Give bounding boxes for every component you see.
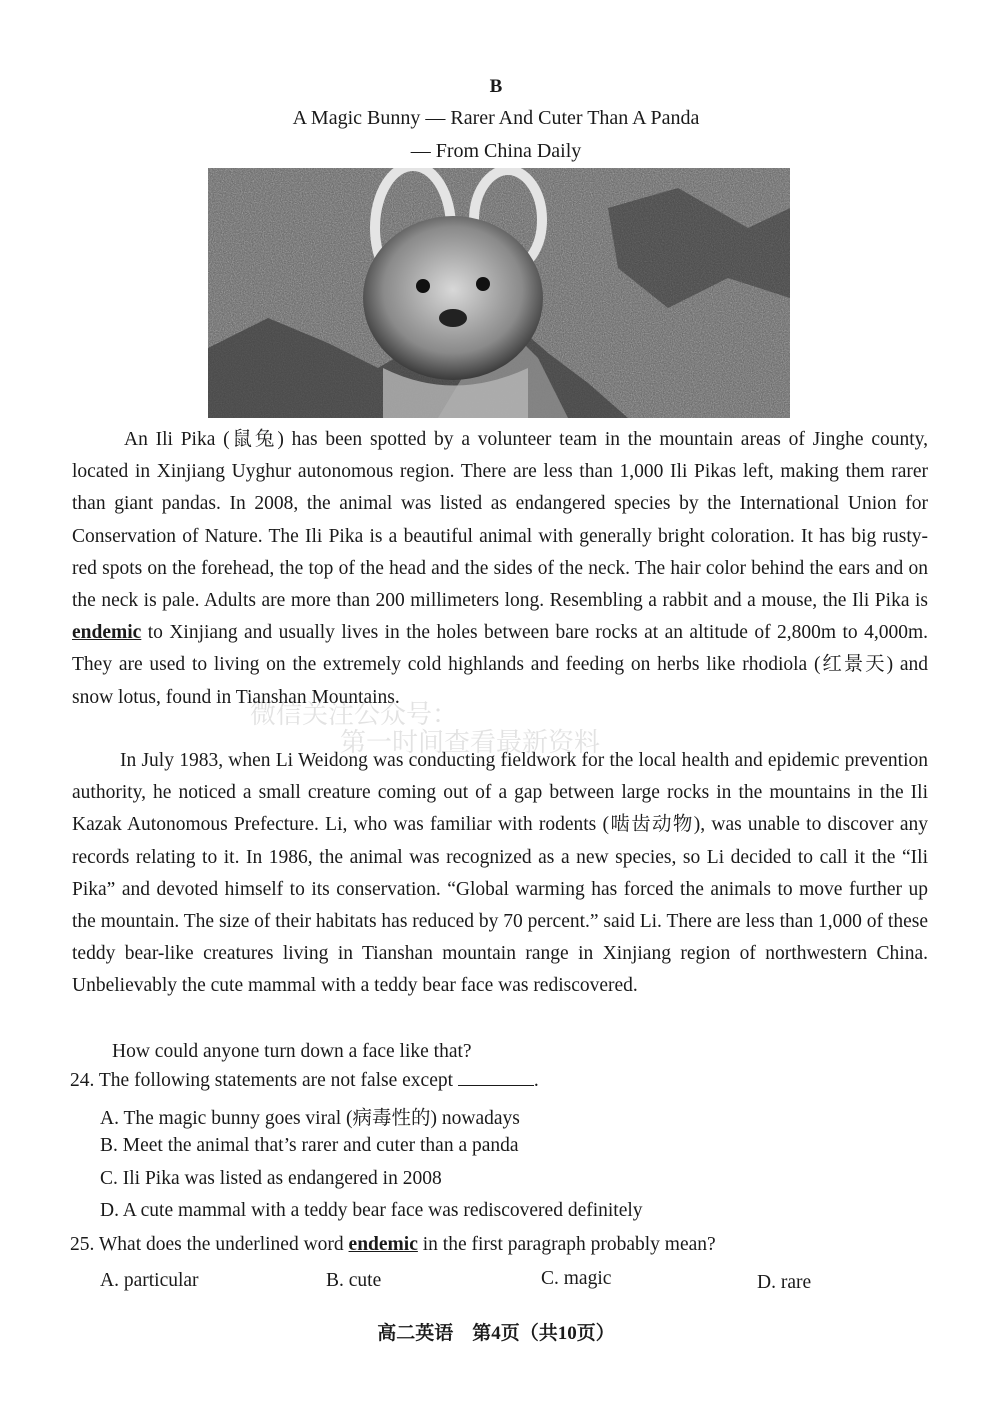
question-25-option-d: D. rare xyxy=(757,1272,812,1293)
question-25-text-end: in the first paragraph probably mean? xyxy=(417,1234,716,1255)
question-24-period: . xyxy=(533,1070,539,1091)
question-25-option-b: B. cute xyxy=(326,1270,382,1291)
paragraph-3: How could anyone turn down a face like that? xyxy=(112,1041,472,1062)
question-24-option-d: D. A cute mammal with a teddy bear face was rediscovered definitely xyxy=(100,1200,643,1221)
watermark-line-2: 第一时间查看最新资料 xyxy=(340,728,601,758)
ili-pika-photo xyxy=(208,168,790,418)
paragraph-1-text-start: An Ili Pika (鼠兔) has been spotted by a volunteer team in the mountain areas of Jinghe county, located in Xinjiang Uyghur autonomous region. There are less than 1,000 Ili Pikas left, making them rarer than giant pandas. In 2008, the animal was listed as endangered species by the International Union for Conservation of Nature. The Ili Pika is a beautiful animal with generally bright coloration. It has big rusty-red spots on the forehead, the top of the head and the sides of the neck. The hair color behind the ears and on the neck is pale. Adults are more than 200 millimeters long. Resembling a rabbit and a mouse, the Ili Pika is xyxy=(72,429,928,612)
watermark-line-1: 微信关注公众号： xyxy=(250,700,459,730)
underlined-word-endemic: endemic xyxy=(72,622,142,644)
question-25-underlined-word: endemic xyxy=(348,1234,418,1255)
paragraph-2: In July 1983, when Li Weidong was conducting fieldwork for the local health and epidemic prevention authority, he noticed a small creature coming out of a gap between large rocks in the mountains in the Ili Kazak Autonomous Prefecture. Li, who was familiar with rodents (啮齿动物), was unable to discover any records relating to it. In 1986, the animal was recognized as a new species, so Li decided to call it the “Ili Pika” and devoted himself to its conservation. “Global warming has forced the animals to move further up the mountain. The size of their habitats has reduced by 70 percent.” said Li. There are less than 1,000 of these teddy bear-like creatures living in Tianshan mountain range in Xinjiang region of northwestern China. Unbelievably the cute mammal with a teddy bear face was rediscovered. xyxy=(72,750,928,997)
paragraph-1-text-end: to Xinjiang and usually lives in the holes between bare rocks at an altitude of 2,800m to 4,000m. They are used to living on the extremely cold highlands and feeding on herbs like rhodiola (红景天) and snow lotus, found in Tianshan Mountains. xyxy=(72,622,928,708)
question-25-option-c: C. magic xyxy=(541,1268,612,1289)
question-24-option-c: C. Ili Pika was listed as endangered in 2008 xyxy=(100,1168,442,1189)
question-24-option-b: B. Meet the animal that’s rarer and cuter than a panda xyxy=(100,1135,519,1156)
question-24-option-a: A. The magic bunny goes viral (病毒性的) nowadays xyxy=(100,1108,520,1129)
question-25-stem xyxy=(70,1234,716,1256)
page-footer: 高二英语 第4页（共10页） xyxy=(377,1323,615,1344)
question-25-text-start: 25. What does the underlined word xyxy=(70,1234,349,1255)
answer-blank xyxy=(458,1069,534,1086)
question-24-text: 24. The following statements are not false except xyxy=(70,1070,454,1091)
question-25-option-a: A. particular xyxy=(100,1270,199,1291)
question-24-stem xyxy=(70,1069,539,1092)
passage-title: A Magic Bunny — Rarer And Cuter Than A Panda xyxy=(292,107,700,129)
paragraph-1 xyxy=(72,424,928,714)
passage-source: — From China Daily xyxy=(410,140,582,162)
section-letter: B xyxy=(489,76,503,97)
